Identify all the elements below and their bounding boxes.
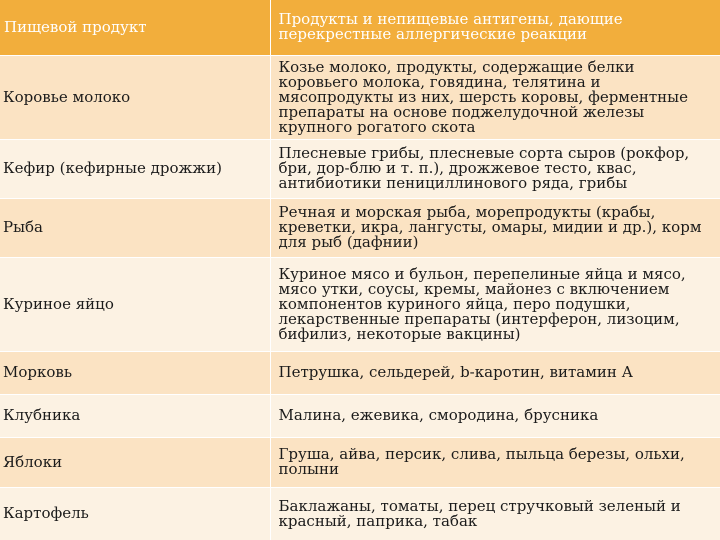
cross-reaction-cell: Плесневые грибы, плесневые сорта сыров (рокфор, бри, дор-блю и т. п.), дрожжевое тесто, квас, антибиотики пенициллинового ряда, грибы	[270, 139, 720, 198]
product-cell: Коровье молоко	[0, 55, 270, 139]
product-cell: Куриное яйцо	[0, 257, 270, 351]
product-cell: Морковь	[0, 351, 270, 394]
product-cell: Яблоки	[0, 437, 270, 487]
product-cell: Рыба	[0, 198, 270, 257]
table-row	[0, 437, 720, 487]
table-row	[0, 351, 720, 394]
product-cell: Картофель	[0, 487, 270, 540]
cross-reaction-cell: Малина, ежевика, смородина, брусника	[270, 394, 720, 437]
table-row	[0, 55, 720, 139]
cross-reaction-cell: Груша, айва, персик, слива, пыльца березы, ольхи, полыни	[270, 437, 720, 487]
cross-reaction-cell: Куриное мясо и бульон, перепелиные яйца и мясо, мясо утки, соусы, кремы, майонез с включением компонентов куриного яйца, перо подушки, лекарственные препараты (интерферон, лизоцим, бифилиз, некоторые вакцины)	[270, 257, 720, 351]
cross-reaction-cell: Речная и морская рыба, морепродукты (крабы, креветки, икра, лангусты, омары, мидии и др.), корм для рыб (дафнии)	[270, 198, 720, 257]
table-row	[0, 257, 720, 351]
cross-reaction-cell: Петрушка, сельдерей, b-каротин, витамин А	[270, 351, 720, 394]
product-cell: Клубника	[0, 394, 270, 437]
table-row	[0, 198, 720, 257]
cross-reaction-cell: Козье молоко, продукты, содержащие белки коровьего молока, говядина, телятина и мясопродукты из них, шерсть коровы, ферментные препараты на основе поджелудочной железы крупного рогатого скота	[270, 55, 720, 139]
header-food-product: Пищевой продукт	[0, 0, 270, 55]
table-row	[0, 487, 720, 540]
header-cross-reactions: Продукты и непищевые антигены, дающие перекрестные аллергические реакции	[270, 0, 720, 55]
table-header-row	[0, 0, 720, 55]
table-row	[0, 394, 720, 437]
cross-reaction-cell: Баклажаны, томаты, перец стручковый зеленый и красный, паприка, табак	[270, 487, 720, 540]
product-cell: Кефир (кефирные дрожжи)	[0, 139, 270, 198]
table-row	[0, 139, 720, 198]
